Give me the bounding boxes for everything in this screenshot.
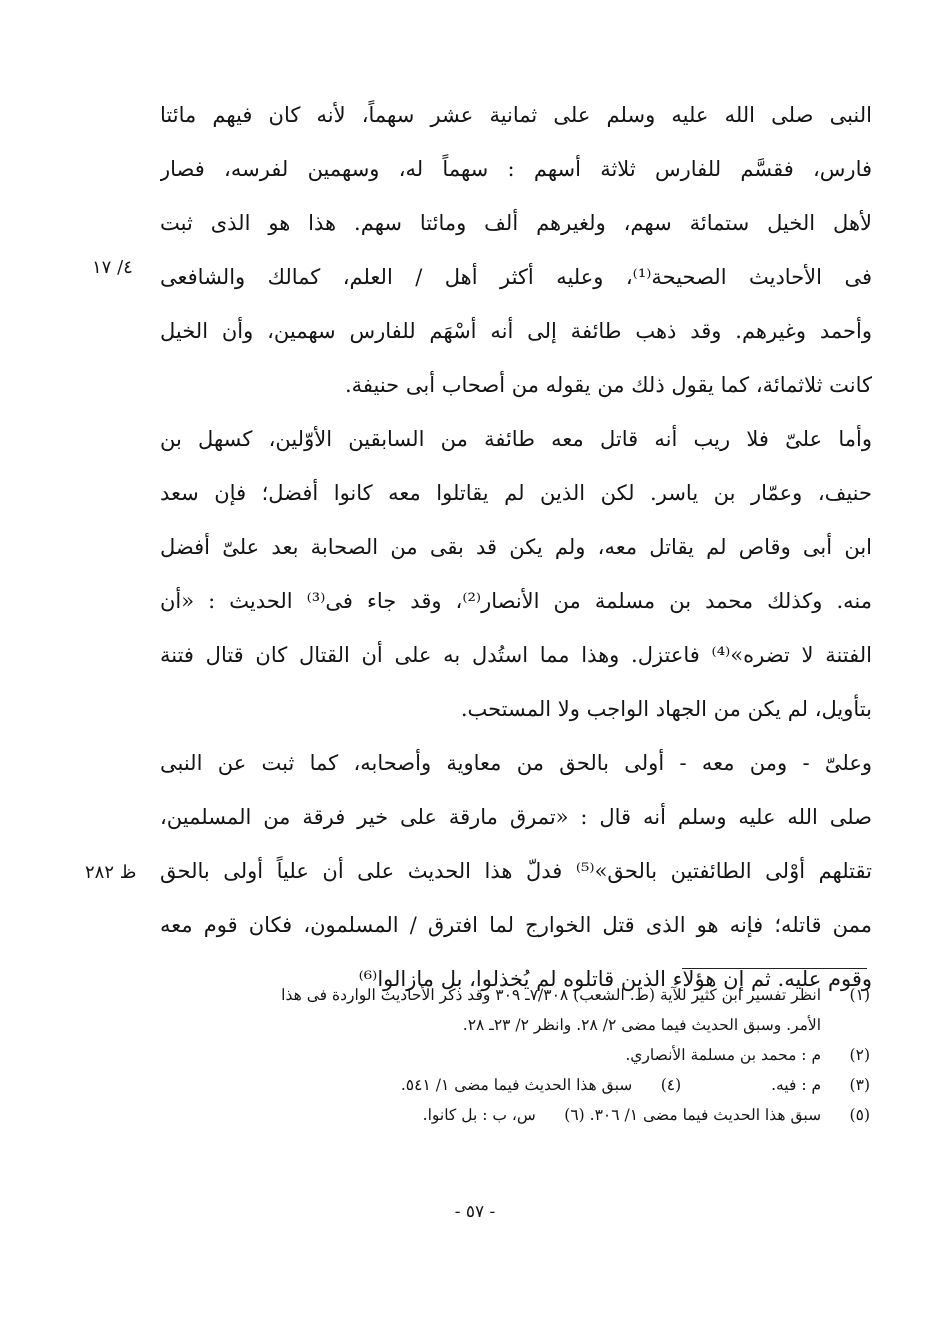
footnote-text: م : فيه. (771, 1076, 822, 1094)
footnote-number: (٣) (849, 1076, 870, 1094)
text-line: صلى الله عليه وسلم أنه قال : «تمرق مارقة على خير فرقة من المسلمين، (160, 805, 872, 829)
text-line: وأما علىّ فلا ريب أنه قاتل معه طائفة من السابقين الأوّلين، كسهل بن (160, 427, 872, 451)
text-line: حنيف، وعمّار بن ياسر. لكن الذين لم يقاتلوا معه كانوا أفضل؛ فإن سعد (160, 481, 872, 505)
footnote-number: (٢) (849, 1046, 870, 1064)
text-line: وعلىّ - ومن معه - أولى بالحق من معاوية وأصحابه، كما ثبت عن النبى (160, 751, 872, 775)
footnote-text: انظر تفسير ابن كثير للآية (ط. الشعب) ٧/٣٠٨ـ ٣٠٩ وقد ذكر الأحاديث الواردة فى هذا (281, 986, 822, 1004)
footnote-text: سبق هذا الحديث فيما مضى ١/ ٥٤١. (400, 1076, 633, 1094)
text-line: بتأويل، لم يكن من الجهاد الواجب ولا المستحب. (460, 697, 872, 721)
footnote-text: م : محمد بن مسلمة الأنصاري. (625, 1046, 822, 1064)
text-line: تقتلهم أوْلى الطائفتين بالحق»⁽⁵⁾ فدلّ هذا الحديث على أن علياً أولى بالحق (160, 859, 872, 883)
text-line: النبى صلى الله عليه وسلم على ثمانية عشر سهماً، لأنه كان فيهم مائتا (160, 103, 872, 127)
text-line: كانت ثلاثمائة، كما يقول ذلك من يقوله من أصحاب أبى حنيفة. (344, 373, 872, 397)
margin-reference-note: ظ ٢٨٢ (85, 862, 137, 883)
footnote-pair (140, 1100, 870, 1130)
footnote-number: (٥) (849, 1106, 870, 1124)
text-line: فارس، فقسَّم للفارس ثلاثة أسهم : سهماً له، وسهمين لفرسه، فصار (160, 157, 872, 181)
text-line: ابن أبى وقاص لم يقاتل معه، ولم يكن قد بقى من الصحابة بعد علىّ أفضل (160, 535, 872, 559)
footnote-text: سبق هذا الحديث فيما مضى ١/ ٣٠٦. (589, 1106, 822, 1124)
text-line: فى الأحاديث الصحيحة⁽¹⁾، وعليه أكثر أهل / العلم، كمالك والشافعى (160, 265, 872, 289)
footnote (140, 980, 870, 1010)
text-line: وقوم عليه. ثم إن هؤلاء الذين قاتلوه لم يُخذلوا، بل مازالوا⁽⁶⁾ (358, 967, 872, 991)
footnote-pair (140, 1070, 870, 1100)
footnote-continuation (140, 1010, 870, 1040)
footnote (140, 1040, 870, 1070)
footnote-text: الأمر. وسبق الحديث فيما مضى ٢/ ٢٨. وانظر ٢/ ٢٣ـ ٢٨. (462, 1016, 822, 1034)
text-line: الفتنة لا تضره»⁽⁴⁾ فاعتزل. وهذا مما استُدل به على أن القتال كان قتال فتنة (160, 643, 872, 667)
margin-reference-note: ٤/ ١٧ (92, 257, 133, 278)
page-number: - ٥٧ - (454, 1202, 496, 1222)
text-line: وأحمد وغيرهم. وقد ذهب طائفة إلى أنه أسْهَم للفارس سهمين، وأن الخيل (160, 319, 872, 343)
text-line: ممن قاتله؛ فإنه هو الذى قتل الخوارج لما افترق / المسلمون، فكان قوم معه (160, 913, 872, 937)
footnote-separator (682, 968, 867, 969)
footnote-number: (٦) (564, 1106, 585, 1124)
main-text-body (160, 88, 872, 1006)
text-line: لأهل الخيل ستمائة سهم، ولغيرهم ألف ومائتا سهم. هذا هو الذى ثبت (160, 211, 872, 235)
footnotes-section (140, 980, 870, 1130)
footnote-text: س، ب : بل كانوا. (422, 1106, 536, 1124)
footnote-number: (١) (849, 986, 870, 1004)
text-line: منه. وكذلك محمد بن مسلمة من الأنصار⁽²⁾، وقد جاء فى⁽³⁾ الحديث : «أن (160, 589, 872, 613)
footnote-number: (٤) (660, 1076, 682, 1094)
